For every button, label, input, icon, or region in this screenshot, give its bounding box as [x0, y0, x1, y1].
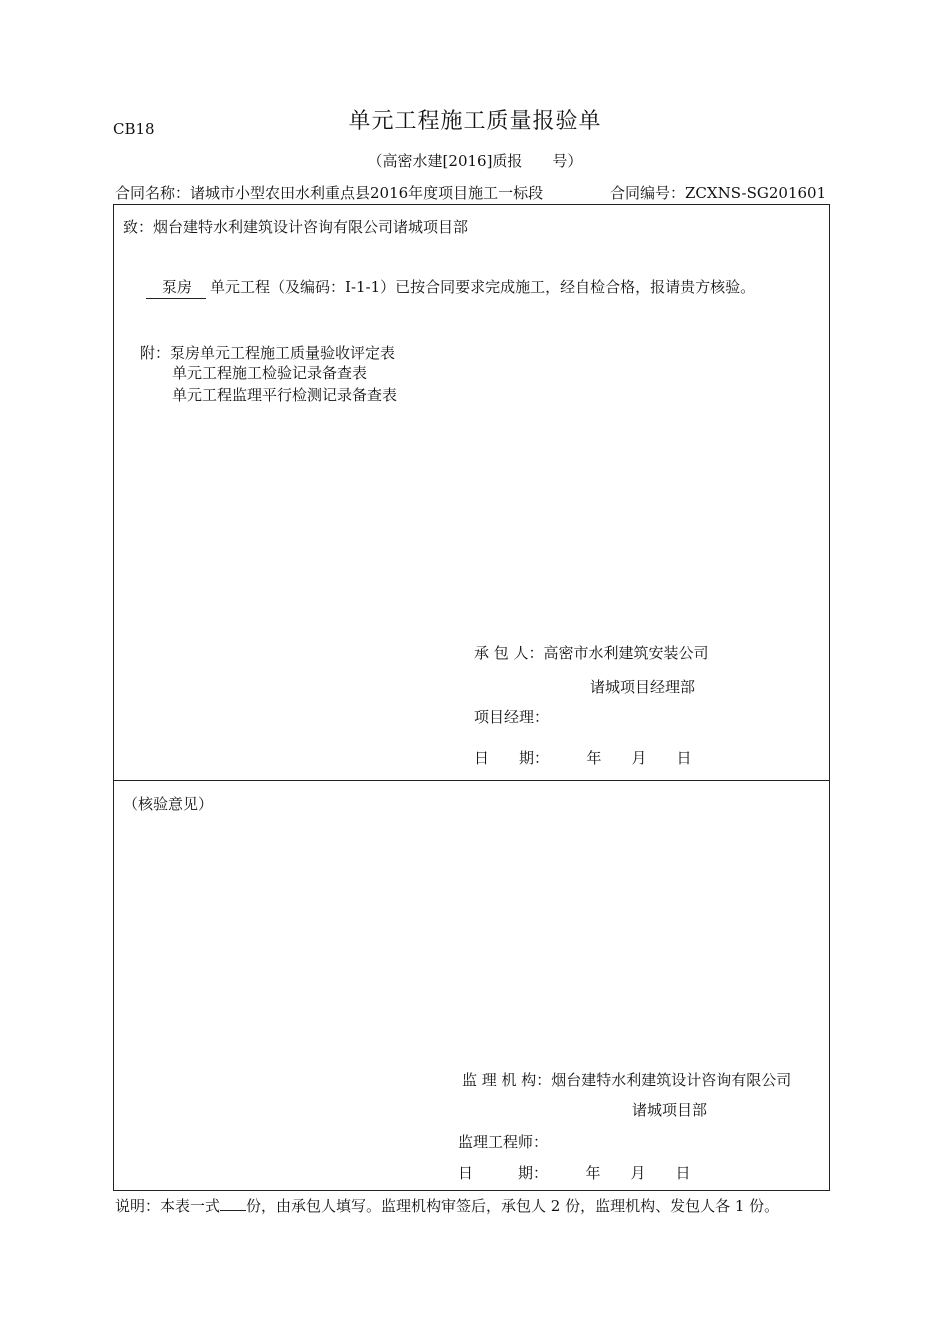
supervisor-date: 日 期： 年 月 日 [458, 1164, 691, 1182]
contractor-department: 诸城项目经理部 [590, 678, 696, 696]
supervising-engineer-signature: 监理工程师： [458, 1133, 549, 1151]
document-number: （高密水建[2016]质报 号） [367, 152, 583, 170]
attachment-line-3: 单元工程监理平行检测记录备查表 [172, 386, 398, 404]
contractor-date: 日 期： 年 月 日 [474, 749, 692, 767]
note-prefix: 说明：本表一式 [115, 1197, 221, 1215]
note-suffix: 份，由承包人填写。监理机构审签后，承包人 2 份，监理机构、发包人各 1 份。 [246, 1197, 780, 1215]
supervisor-label: 监 理 机 构：烟台建特水利建筑设计咨询有限公司 [462, 1071, 792, 1089]
report-text: 单元工程（及编码：Ⅰ-1-1）已按合同要求完成施工，经自检合格，报请贵方核验。 [210, 278, 756, 296]
contractor-label: 承 包 人：高密市水利建筑安装公司 [474, 644, 709, 662]
section-divider [113, 780, 830, 781]
supervisor-department: 诸城项目部 [632, 1101, 708, 1119]
form-code: CB18 [113, 120, 155, 138]
review-opinion-label: （核验意见） [123, 795, 214, 813]
addressee: 致：烟台建特水利建筑设计咨询有限公司诸城项目部 [123, 218, 469, 236]
page-title: 单元工程施工质量报验单 [348, 109, 602, 134]
project-manager-signature: 项目经理： [474, 708, 550, 726]
copies-blank [220, 1196, 246, 1211]
report-statement [146, 276, 755, 299]
footnote [115, 1195, 779, 1216]
contract-name: 合同名称：诸城市小型农田水利重点县2016年度项目施工一标段 [115, 184, 544, 202]
attachment-line-1: 附：泵房单元工程施工质量验收评定表 [140, 344, 396, 362]
contract-number: 合同编号：ZCXNS-SG201601 [610, 184, 827, 202]
unit-name-field: 泵房 [146, 276, 206, 299]
attachment-line-2: 单元工程施工检验记录备查表 [172, 364, 368, 382]
